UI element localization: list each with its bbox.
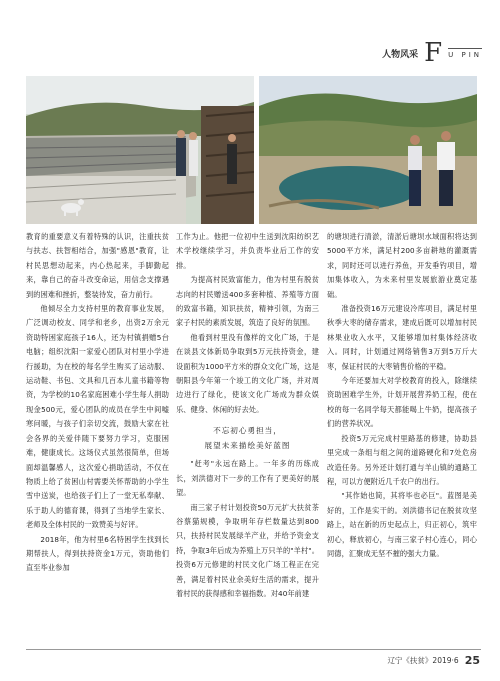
- paragraph: 的塘坝进行清淤，清淤后塘坝水域面积将达到5000平方米，满足村200多亩耕地的灌溉需求，同时还可以进行养鱼，开发垂钓项目，增加集体收入，为未来村里发展旅游业奠定基础。: [327, 232, 477, 299]
- paragraph: 投资5万元完成村里路基的修建，协助县里完成一条组与组之间的道路硬化和7处危房改造任务。另外还计划打通与羊山镇的通路工程，可以方便附近几千农户的出行。: [327, 433, 477, 486]
- section-title: 人物风采: [382, 49, 419, 60]
- page-footer: [387, 654, 480, 667]
- photo-pond-visit: [259, 76, 477, 224]
- footer-divider: [26, 649, 481, 650]
- paragraph: 准备投资16万元建设冷库项目，满足村里秋季大枣的储存需求，建成后既可以增加村民林果业收入水平，又能够增加村集体经济收入。同时，计划通过网络销售3万到5万斤大枣，保证村民的大枣销售价格的平稳。: [327, 304, 477, 371]
- paragraph: 他看到村里没有像样的文化广场，于是在谈县文体新局争取到5万元扶持资金，建设面积为1000平方米的群众文化广场，这是朝阳县今年第一个竣工的文化广场，并对周边进行了绿化，使该文化广场成为群众娱乐、健身、休闲的好去处。: [176, 332, 319, 414]
- paragraph: 2018年，他为村里6名特困学生找到长期帮扶人，得到扶持资金1万元，资助他们直至毕业参加: [26, 534, 169, 573]
- paragraph: "其作始也简，其将毕也必巨"。蓝图是美好的，工作是实干的。刘洪德书记在脱贫攻坚路上，站在新的历史起点上，归正初心，筑牢初心，释放初心，与南三家子村心连心，同心同德，汇聚成无坚不摧的强大力量。: [327, 491, 477, 558]
- page-number: 25: [464, 654, 480, 667]
- fupin-logo-text: U PIN: [448, 48, 482, 59]
- paragraph: 南三家子村计划投资50万元扩大扶贫茶谷蔡猫规模，争取明年存栏数量达到800只，扶持村民发展绿羊产业，并给予资金支持，争取3年后成为养殖上万只羊的"羊村"。投资6万元修建的村民文化广场工程正在完善，满足着村民业余美好生活的需求，提升着村民的获得感和幸福指数。对40年前建: [176, 502, 319, 598]
- paragraph: 为提高村民致富能力，他为村里有脱贫志向的村民赠送400多套种植、养殖等方面的致富书籍，知识扶贫，精神引领，为南三家子村民的素质发展，筑造了良好的氛围。: [176, 275, 319, 328]
- text-column-1: [26, 230, 169, 576]
- paragraph: 教育的重要意义有着特殊的认识，注重扶贫与扶志、扶智相结合，加强"感恩"教育，让村民思想动起来，内心热起来，手脚勤起来，靠自己的奋斗改变命运，用信念支撑遇到的困难和挫折，整装待发，奋力前行。: [26, 232, 169, 299]
- photo-greenhouse-visit: [26, 76, 254, 224]
- paragraph: 他倾尽全力支持村里的教育事业发展，广泛调动校友、同学和老乡，出资2万余元资助特困家庭孩子16人，还为村镇捐赠5台电脑；组织沈阳一家爱心团队对村里小学进行援助，为在校的每名学生购买了运动服、运动鞋、书包、文具和几百本儿童书籍等物资，为学校的10名家庭困难小学生每人捐助现金500元，爱心团队的成员在学生中间嘘寒问暖，与孩子们亲切交流，鼓励大家在社会各界的关爱伴随下要努力学习，克服困难，健康成长。这场仪式虽然很简单，但场面却温馨感人，这次爱心捐助活动，不仅在物质上给了贫困山村需要关怀帮助的小学生雪中送炭，也给孩子们上了一堂无私奉献、乐于助人的德育课，得到了当地学生家长、老师及全体村民的一致赞美与好评。: [26, 304, 169, 530]
- page-header: [382, 40, 482, 66]
- magazine-name: 辽宁《扶贫》2019·6: [387, 656, 459, 665]
- paragraph: 工作为止。他把一位初中生送到沈阳纺织艺术学校继续学习，并负责毕业后工作的安排。: [176, 232, 319, 270]
- paragraph: 今年还要加大对学校教育的投入，除继续资助困难学生外，计划开展营养奶工程，使在校的每一名同学每天都能喝上牛奶，提高孩子们的营养状况。: [327, 376, 477, 429]
- paragraph: "赶考"永远在路上。一年多的历练成长，刘洪德对下一步的工作有了更美好的展望。: [176, 459, 319, 498]
- fupin-logo-letter: F: [424, 38, 443, 68]
- section-subheading: 不忘初心勇担当， 展望未来描绘美好蓝图: [204, 426, 291, 451]
- text-column-2: [176, 230, 319, 601]
- text-column-3: [327, 230, 477, 561]
